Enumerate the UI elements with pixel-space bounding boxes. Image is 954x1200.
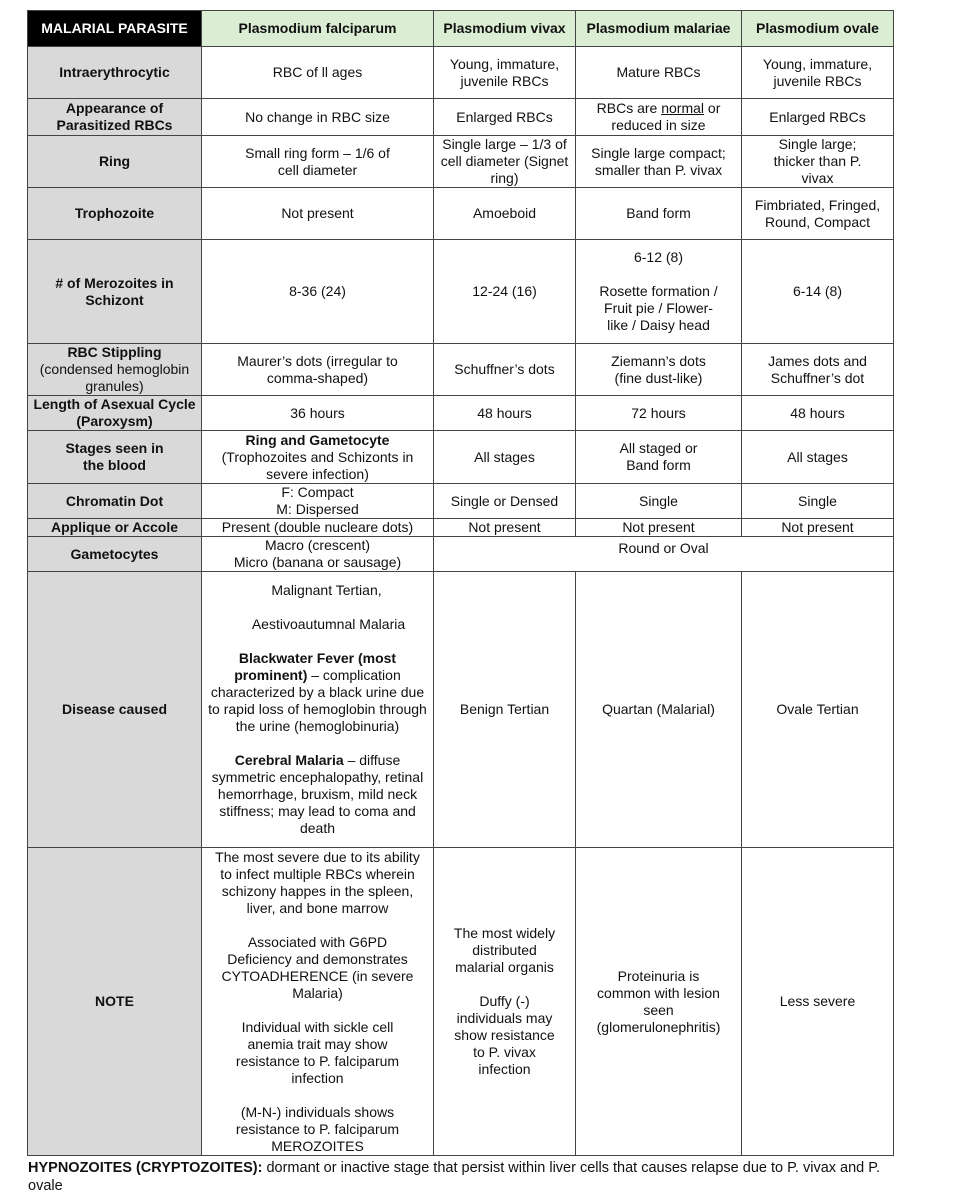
- cell-malariae: [576, 240, 742, 344]
- cell-other-species: Round or Oval: [434, 537, 894, 572]
- gametocyte-macro: Macro (crescent): [264, 537, 371, 553]
- cell-ovale: Fimbriated, Fringed, Round, Compact: [742, 188, 894, 240]
- row-trophozoite: [28, 188, 894, 240]
- cell-vivax: Single large – 1/3 of cell diameter (Signet ring): [434, 136, 576, 188]
- cell-vivax: Amoeboid: [434, 188, 576, 240]
- cell-malariae: Proteinuria is common with lesion seen (glomerulonephritis): [576, 848, 742, 1156]
- cell-falciparum: RBC of ll ages: [202, 47, 434, 99]
- cell-malariae: Mature RBCs: [576, 47, 742, 99]
- cell-vivax: 48 hours: [434, 396, 576, 431]
- cell-falciparum: [202, 848, 434, 1156]
- cell-falciparum: [202, 537, 434, 572]
- cell-ovale: Single: [742, 484, 894, 519]
- disease-p3: [205, 650, 430, 735]
- cerebral-malaria: Cerebral Malaria: [234, 752, 344, 768]
- cell-malariae: All staged or Band form: [576, 431, 742, 484]
- parasite-comparison-table: [27, 10, 894, 1156]
- note-p4: (M-N-) individuals shows resistance to P. falciparum MEROZOITES: [235, 1103, 400, 1154]
- chromatin-m: M: Dispersed: [276, 501, 359, 517]
- note-p2: Associated with G6PD Deficiency and demonstrates CYTOADHERENCE (in severe Malaria): [221, 933, 414, 1001]
- row-label: Appearance of Parasitized RBCs: [28, 99, 202, 136]
- header-corner: MALARIAL PARASITE: [28, 11, 202, 47]
- cell-vivax: 12-24 (16): [434, 240, 576, 344]
- cell-falciparum: No change in RBC size: [202, 99, 434, 136]
- row-label: Intraerythrocytic: [28, 47, 202, 99]
- cell-vivax: All stages: [434, 431, 576, 484]
- cell-malariae: Not present: [576, 519, 742, 537]
- row-cycle: [28, 396, 894, 431]
- cell-ovale: James dots and Schuffner’s dot: [742, 344, 894, 396]
- blackwater-detail: – complication characterized by a black urine due to rapid loss of hemoglobin through the urine (hemoglobinuria): [208, 667, 427, 734]
- cell-falciparum: [202, 431, 434, 484]
- cell-ovale: All stages: [742, 431, 894, 484]
- cell-falciparum: Present (double nucleare dots): [202, 519, 434, 537]
- disease-p4: [205, 752, 430, 837]
- row-label-main: RBC Stippling: [67, 344, 162, 360]
- cell-vivax: Single or Densed: [434, 484, 576, 519]
- row-label-sub: (condensed hemoglobin granules): [39, 361, 190, 394]
- cell-vivax: Young, immature, juvenile RBCs: [434, 47, 576, 99]
- cell-malariae: Single large compact; smaller than P. vivax: [576, 136, 742, 188]
- header-falciparum: Plasmodium falciparum: [202, 11, 434, 47]
- cell-falciparum: 8-36 (24): [202, 240, 434, 344]
- cell-ovale: Not present: [742, 519, 894, 537]
- stages-bold: Ring and Gametocyte: [245, 431, 390, 448]
- cell-malariae: Quartan (Malarial): [576, 572, 742, 848]
- cell-ovale: Young, immature, juvenile RBCs: [742, 47, 894, 99]
- header-vivax: Plasmodium vivax: [434, 11, 576, 47]
- cell-malariae: Ziemann’s dots (fine dust-like): [576, 344, 742, 396]
- cell-ovale: Ovale Tertian: [742, 572, 894, 848]
- cell-falciparum: 36 hours: [202, 396, 434, 431]
- header-row: [28, 11, 894, 47]
- cell-vivax: Schuffner’s dots: [434, 344, 576, 396]
- cell-falciparum: Not present: [202, 188, 434, 240]
- cell-ovale: 6-14 (8): [742, 240, 894, 344]
- row-label: Gametocytes: [28, 537, 202, 572]
- cell-vivax: Enlarged RBCs: [434, 99, 576, 136]
- gametocyte-micro: Micro (banana or sausage): [233, 554, 402, 570]
- merozoite-count: 6-12 (8): [633, 249, 684, 265]
- cell-vivax: [434, 848, 576, 1156]
- disease-p1: Malignant Tertian,: [271, 582, 382, 598]
- row-chromatin: [28, 484, 894, 519]
- cell-ovale: 48 hours: [742, 396, 894, 431]
- row-label: Disease caused: [28, 572, 202, 848]
- cell-malariae: 72 hours: [576, 396, 742, 431]
- cell-malariae: Single: [576, 484, 742, 519]
- row-disease: [28, 572, 894, 848]
- note-p3: Individual with sickle cell anemia trait may show resistance to P. falciparum infection: [235, 1018, 400, 1086]
- blackwater-fever: Blackwater Fever (most prominent): [234, 650, 397, 683]
- cell-ovale: Less severe: [742, 848, 894, 1156]
- row-stippling: [28, 344, 894, 396]
- footnote-text: dormant or inactive stage that persist within liver cells that causes relapse due to P. vivax and P. ovale: [28, 1160, 881, 1194]
- row-label: NOTE: [28, 848, 202, 1156]
- cell-vivax: Not present: [434, 519, 576, 537]
- header-malariae: Plasmodium malariae: [576, 11, 742, 47]
- note-vivax-1: The most widely distributed malarial organis: [453, 925, 556, 975]
- cerebral-detail: – diffuse symmetric encephalopathy, retinal hemorrhage, bruxism, mild neck stiffness; may lead to coma and death: [211, 752, 424, 836]
- cell-malariae: Band form: [576, 188, 742, 240]
- cell-falciparum: [202, 572, 434, 848]
- disease-p2: Aestivoautumnal Malaria: [251, 616, 406, 632]
- row-merozoites: [28, 240, 894, 344]
- row-applique: [28, 519, 894, 537]
- row-label: Trophozoite: [28, 188, 202, 240]
- row-label: Chromatin Dot: [28, 484, 202, 519]
- stages-detail: (Trophozoites and Schizonts in severe infection): [221, 448, 414, 482]
- note-vivax-2: Duffy (-) individuals may show resistance to P. vivax infection: [454, 993, 555, 1077]
- header-ovale: Plasmodium ovale: [742, 11, 894, 47]
- cell-vivax: Benign Tertian: [434, 572, 576, 848]
- note-p1: The most severe due to its ability to infect multiple RBCs wherein schizony happes in the spleen, liver, and bone marrow: [215, 848, 420, 916]
- row-label: Applique or Accole: [28, 519, 202, 537]
- row-label: # of Merozoites in Schizont: [28, 240, 202, 344]
- cell-ovale: Enlarged RBCs: [742, 99, 894, 136]
- row-label: Ring: [28, 136, 202, 188]
- row-appearance: [28, 99, 894, 136]
- cell-malariae: RBCs are normal or reduced in size: [576, 99, 742, 136]
- row-label: [28, 344, 202, 396]
- row-label: Length of Asexual Cycle (Paroxysm): [28, 396, 202, 431]
- cell-falciparum: Maurer’s dots (irregular to comma-shaped): [202, 344, 434, 396]
- row-stages: [28, 431, 894, 484]
- row-label: Stages seen in the blood: [28, 431, 202, 484]
- merozoite-pattern: Rosette formation / Fruit pie / Flower-like / Daisy head: [599, 283, 718, 333]
- row-intraerythrocytic: [28, 47, 894, 99]
- cell-falciparum: [202, 484, 434, 519]
- row-ring: [28, 136, 894, 188]
- hypnozoites-footnote: [28, 1159, 918, 1195]
- row-note: [28, 848, 894, 1156]
- row-gametocytes: [28, 537, 894, 572]
- cell-ovale: Single large; thicker than P. vivax: [742, 136, 894, 188]
- cell-falciparum: Small ring form – 1/6 of cell diameter: [202, 136, 434, 188]
- chromatin-f: F: Compact: [281, 484, 354, 500]
- footnote-term: HYPNOZOITES (CRYPTOZOITES):: [28, 1160, 263, 1176]
